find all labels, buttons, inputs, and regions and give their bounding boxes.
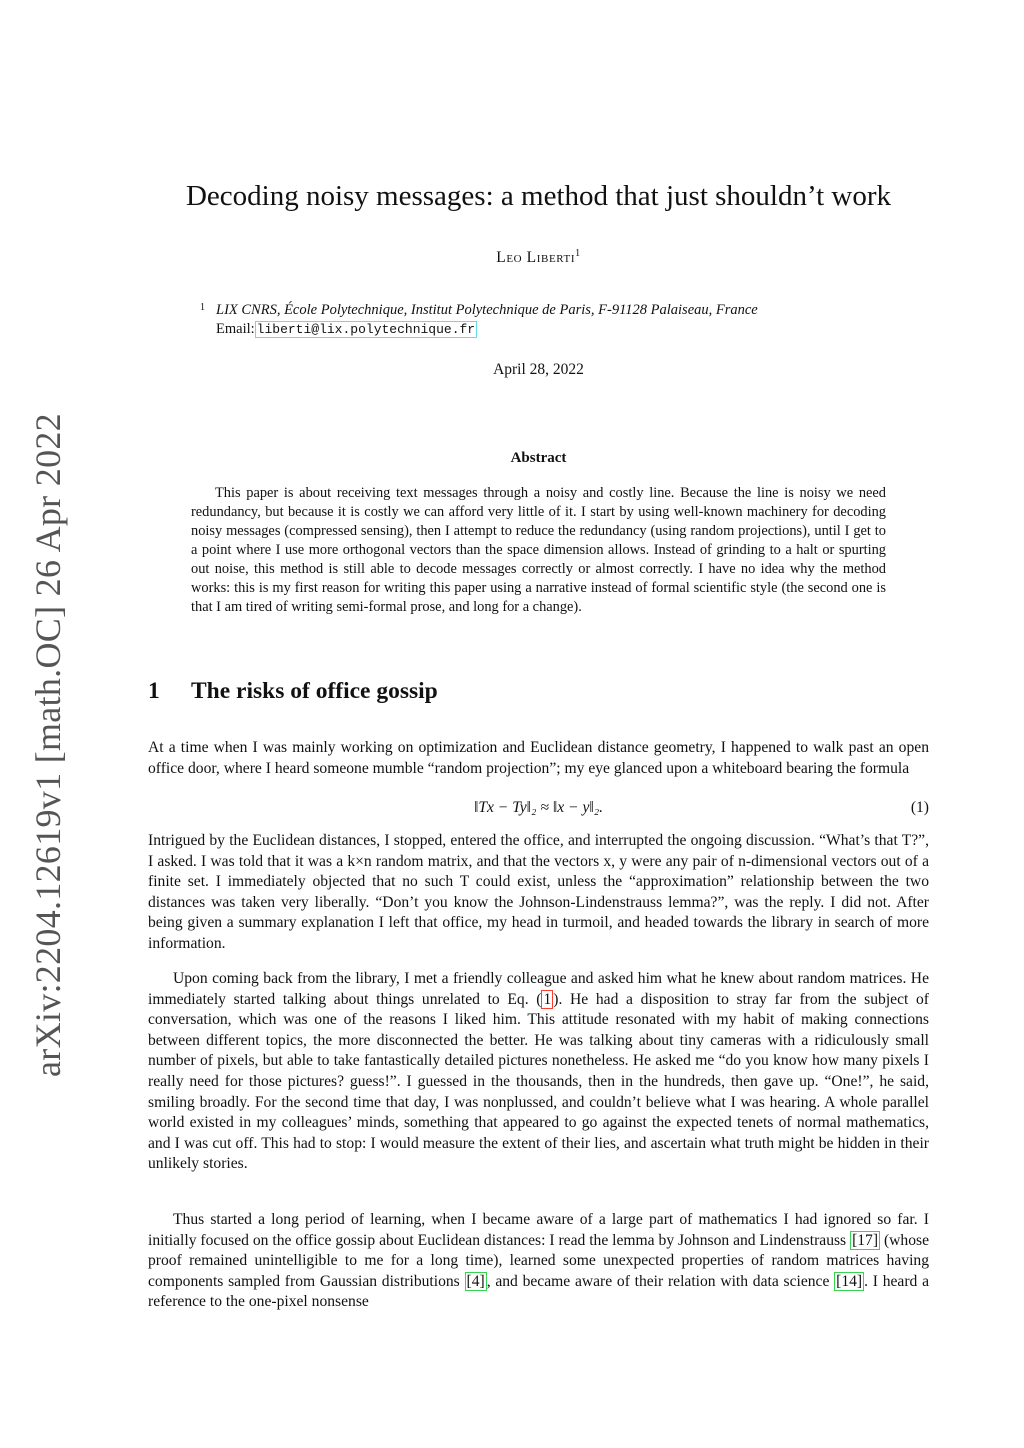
email-link[interactable]: liberti@lix.polytechnique.fr xyxy=(256,322,476,337)
paragraph-2: Intrigued by the Euclidean distances, I stopped, entered the office, and interrupted the ongoing discussion. “What’s that T?”, I asked. I was told that it was a k×n random matrix, and that the vectors x, y were any pair of n-dimensional vectors out of a finite set. I immediately objected that no such T could exist, unless the “approximation” relationship between the two distances was taken very liberally. “Don’t you know the Johnson-Lindenstrauss lemma?”, was the reply. I did not. After being given a summary explanation I left that office, my head in turmoil, and headed towards the library in search of more information. xyxy=(148,832,929,952)
equation-formula: ‖Tx − Ty‖₂ ≈ ‖x − y‖₂. xyxy=(473,799,604,816)
citation-link-4[interactable]: [4] xyxy=(466,1272,485,1290)
arxiv-identifier xyxy=(28,413,68,1077)
paragraph-1: At a time when I was mainly working on optimization and Euclidean distance geometry, I happened to walk past an open office door, where I heard someone mumble “random projection”; my eye glanced upon a whiteboard bearing the formula xyxy=(148,739,929,777)
paragraph-4 xyxy=(148,1210,929,1313)
email-line xyxy=(216,320,920,339)
affiliation-number: 1 xyxy=(200,302,205,313)
equation-number: (1) xyxy=(910,799,929,816)
arxiv-identifier-text: arXiv:2204.12619v1 [math.OC] 26 Apr 2022 xyxy=(28,413,68,1077)
author-affiliation-mark: 1 xyxy=(575,248,581,259)
section-heading xyxy=(148,678,438,705)
citation-link-14[interactable]: [14] xyxy=(836,1272,863,1290)
abstract-text: This paper is about receiving text messages through a noisy and costly line. Because the line is noisy we need redundancy, but because it is costly we can afford very little of it. I start by using well-known machinery for decoding noisy messages (compressed sensing), then I attempt to reduce the redundancy (using random projections), until I get to a point where I use more orthogonal vectors than the space dimension allows. Instead of grinding to a halt or spurting out noise, this method is still able to decode messages correctly or almost correctly. I have no idea why the method works: this is my first reason for writing this paper using a narrative instead of formal scientific style (the second one is that I am tired of writing semi-formal prose, and long for a change). xyxy=(191,485,886,615)
email-label: Email: xyxy=(216,321,255,337)
equation-1 xyxy=(148,799,929,821)
paragraph-3: Upon coming back from the library, I met a friendly colleague and asked him what he knew about random matrices. He immediately started talking about things unrelated to Eq. ( 1 ). He had a disposition to stray far from the subject of conversation, which was one of the reasons I liked him. This attitude resonated with my habit of making connections between different topics, the more disconnected the better. He was talking about tiny cameras with a ridiculously small number of pixels, but able to take fantastically detailed pictures nonetheless. He asked me “do you know how many pixels I really need for those pictures? guess!”. I guessed in the thousands, then in the hundreds, then gave up. “One!”, he said, smiling broadly. For the second time that day, I was nonplussed, and couldn’t believe what I was hearing. A whole parallel world existed in my colleagues’ minds, something that appeared to go against the expected tenets of normal mathematics, and I was cut off. This had to stop: I would measure the extent of their lies, and ascertain what truth might be hidden in their unlikely stories. xyxy=(148,970,929,1173)
paragraph-4-text-d: . I heard a reference to the one-pixel nonsense xyxy=(148,1272,929,1311)
paragraph-3-text-a: Upon coming back from the library, I met a friendly colleague and asked him what he knew about random matrices. He immediately started talking about things unrelated to Eq. xyxy=(148,970,929,1008)
paragraph-4-text-a: Thus started a long period of learning, when I became aware of a large part of mathematics I had ignored so far. I initially focused on the office gossip about Euclidean distances: I read the lemma by Johnson and Lindenstrauss xyxy=(148,1211,929,1249)
section-title: The risks of office gossip xyxy=(191,678,438,704)
paragraph-4-text-c: , and became aware of their relation with data science xyxy=(486,1272,835,1290)
section-number: 1 xyxy=(148,678,160,704)
citation-link-17[interactable]: [17] xyxy=(852,1231,879,1249)
paper-date: April 28, 2022 xyxy=(493,361,584,378)
paragraph-3-text-b: ). He had a disposition to stray far from the subject of conversation, which was one of the reasons I liked him. This attitude resonated with my habit of making connections between different topics, the more disconnected the better. He was talking about tiny cameras with a ridiculously small number of pixels, but able to take fantastically detailed pictures nonetheless. He asked me “do you know how many pixels I really need for those pictures? guess!”. I guessed in the thousands, then in the hundreds, then gave up. “One!”, he said, smiling broadly. For the second time that day, I was nonplussed, and couldn’t believe what I was hearing. A whole parallel world existed in my colleagues’ minds, something that appeared to go against the expected tenets of normal mathematics, and I was cut off. This had to stop: I would measure the extent of their lies, and ascertain what truth might be hidden in their unlikely stories. xyxy=(148,990,929,1173)
author-line xyxy=(148,248,929,267)
abstract-heading: Abstract xyxy=(510,450,567,466)
equation-reference-link[interactable]: 1 xyxy=(543,990,552,1008)
paragraph-4-text-b: (whose proof remained unintelligible to me for a long time), learned some unexpected properties of random matrices having components sampled from Gaussian distributions xyxy=(148,1231,930,1290)
affiliation-block xyxy=(200,301,920,339)
author-name: Leo Liberti xyxy=(496,249,576,267)
affiliation-text: LIX CNRS, École Polytechnique, Institut Polytechnique de Paris, F-91128 Palaiseau, France xyxy=(216,302,758,318)
paper-title: Decoding noisy messages: a method that just shouldn’t work xyxy=(185,180,892,212)
